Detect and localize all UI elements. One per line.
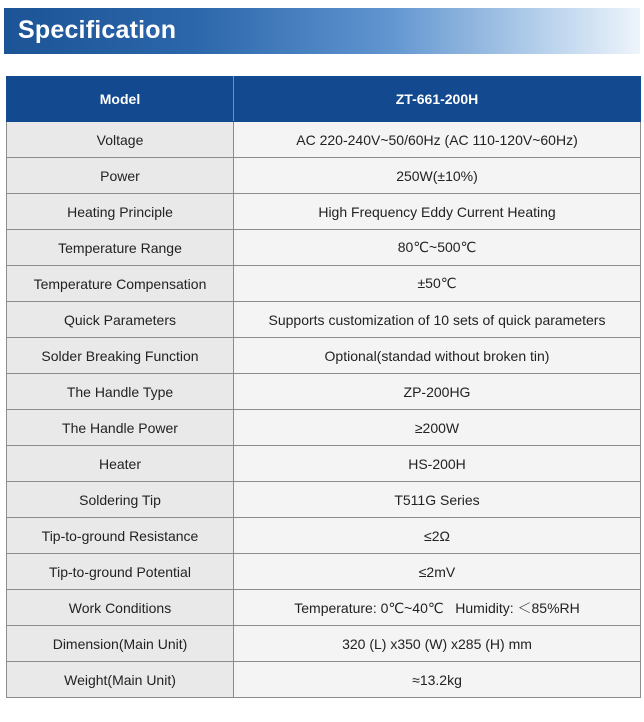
row-value: Optional(standad without broken tin) [234,338,641,374]
table-row [7,518,641,554]
row-label: The Handle Type [7,374,234,410]
header-model-label: Model [7,77,234,122]
row-label: The Handle Power [7,410,234,446]
row-value: AC 220-240V~50/60Hz (AC 110-120V~60Hz) [234,122,641,158]
row-value: 320 (L) x350 (W) x285 (H) mm [234,626,641,662]
row-label: Temperature Compensation [7,266,234,302]
row-value: ±50℃ [234,266,641,302]
row-value: Temperature: 0℃~40℃ Humidity: ＜85%RH [234,590,641,626]
table-row [7,230,641,266]
row-label: Tip-to-ground Resistance [7,518,234,554]
row-value: Supports customization of 10 sets of quick parameters [234,302,641,338]
table-row [7,266,641,302]
page-title: Specification [18,16,177,44]
row-label: Dimension(Main Unit) [7,626,234,662]
row-label: Quick Parameters [7,302,234,338]
row-value: T511G Series [234,482,641,518]
table-row [7,410,641,446]
row-label: Heating Principle [7,194,234,230]
row-value: 250W(±10%) [234,158,641,194]
row-value: ≤2Ω [234,518,641,554]
table-row [7,122,641,158]
row-label: Soldering Tip [7,482,234,518]
table-row [7,554,641,590]
table-row [7,338,641,374]
row-value: ≈13.2kg [234,662,641,698]
spec-banner [4,8,640,54]
table-header-row [7,77,641,122]
table-row [7,374,641,410]
row-label: Heater [7,446,234,482]
table-row [7,662,641,698]
table-row [7,194,641,230]
row-label: Power [7,158,234,194]
table-row [7,158,641,194]
row-value: HS-200H [234,446,641,482]
row-value: 80℃~500℃ [234,230,641,266]
header-model-value: ZT-661-200H [234,77,641,122]
row-label: Solder Breaking Function [7,338,234,374]
spec-table [6,76,641,698]
row-label: Voltage [7,122,234,158]
table-row [7,446,641,482]
table-row [7,626,641,662]
table-row [7,482,641,518]
row-value: High Frequency Eddy Current Heating [234,194,641,230]
row-label: Tip-to-ground Potential [7,554,234,590]
row-value: ≤2mV [234,554,641,590]
row-label: Weight(Main Unit) [7,662,234,698]
row-value: ZP-200HG [234,374,641,410]
row-value: ≥200W [234,410,641,446]
table-row [7,302,641,338]
table-row [7,590,641,626]
row-label: Temperature Range [7,230,234,266]
row-label: Work Conditions [7,590,234,626]
